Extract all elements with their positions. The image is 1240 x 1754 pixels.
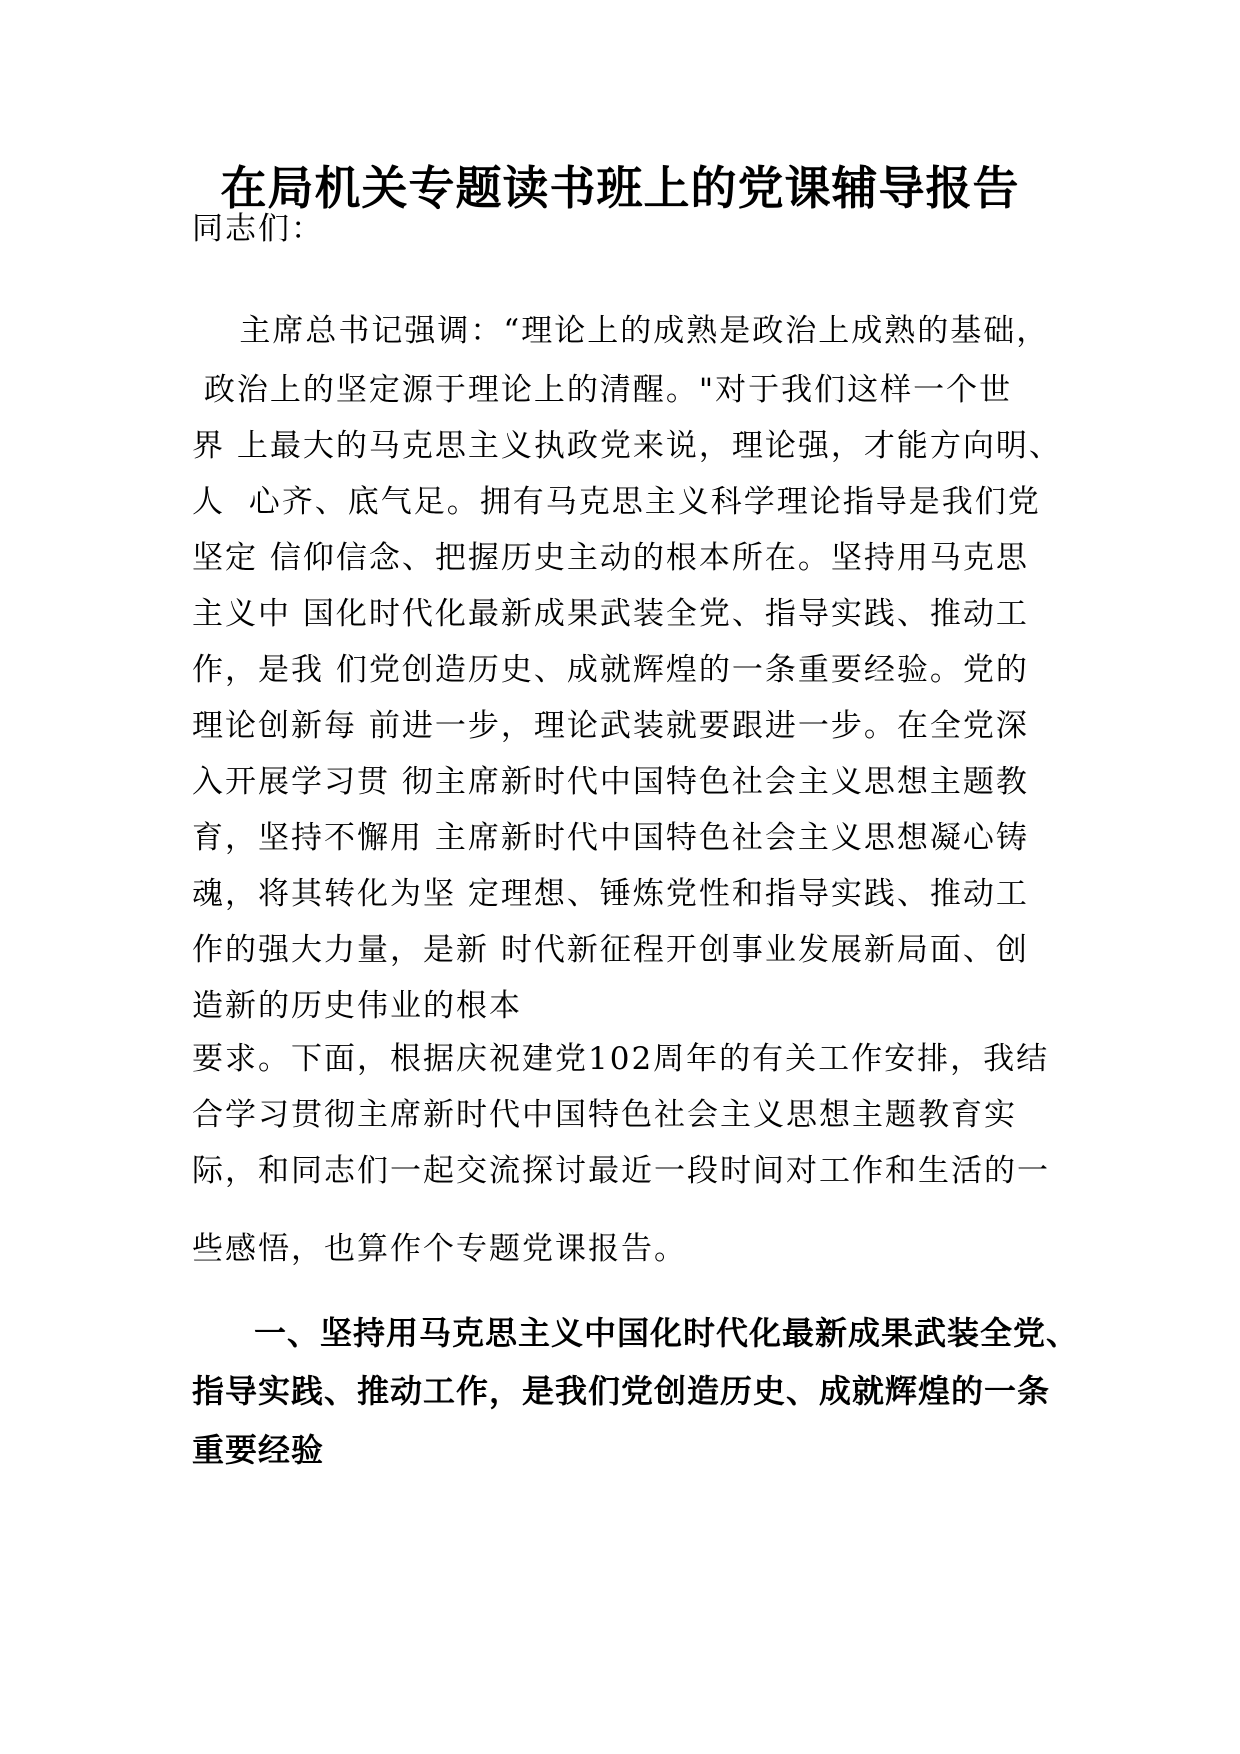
paragraph-line: 际，和同志们一起交流探讨最近一段时间对工作和生活的一 (192, 1153, 1050, 1189)
paragraph-line: 作的强大力量，是新 时代新征程开创事业发展新局面、创 (192, 932, 1029, 968)
paragraph-line: 理论创新每 前进一步，理论武装就要跟进一步。在全党深 (192, 708, 1029, 744)
paragraph-line: 作，是我 们党创造历史、成就辉煌的一条重要经验。党的 (192, 652, 1029, 688)
paragraph-line: 魂，将其转化为坚 定理想、锤炼党性和指导实践、推动工 (192, 876, 1029, 912)
paragraph-line: 入开展学习贯 彻主席新时代中国特色社会主义思想主题教 (192, 764, 1029, 800)
paragraph-line: 主义中 国化时代化最新成果武装全党、指导实践、推动工 (192, 596, 1029, 632)
salutation: 同志们： (192, 211, 324, 247)
section-heading-line: 重要经验 (192, 1431, 325, 1469)
paragraph-line: 坚定 信仰信念、把握历史主动的根本所在。坚持用马克思 (192, 540, 1029, 576)
paragraph-line: 些感悟，也算作个专题党课报告。 (192, 1231, 687, 1267)
paragraph-line: 造新的历史伟业的根本 (192, 988, 522, 1024)
paragraph-line: 人 心齐、底气足。拥有马克思主义科学理论指导是我们党 (192, 484, 1041, 520)
paragraph-line: 政治上的坚定源于理论上的清醒。"对于我们这样一个世 (192, 372, 1013, 408)
paragraph-line: 要求。下面，根据庆祝建党102周年的有关工作安排，我结 (192, 1041, 1050, 1077)
document-title: 在局机关专题读书班上的党课辅导报告 (220, 161, 1020, 215)
paragraph-line: 育，坚持不懈用 主席新时代中国特色社会主义思想凝心铸 (192, 820, 1029, 856)
section-heading-line: 指导实践、推动工作，是我们党创造历史、成就辉煌的一条 (192, 1372, 1051, 1410)
paragraph-line: 主席总书记强调：“理论上的成熟是政治上成熟的基础， (192, 313, 1050, 349)
section-heading-line: 一、坚持用马克思主义中国化时代化最新成果武装全党、 (254, 1314, 1080, 1352)
paragraph-line: 合学习贯彻主席新时代中国特色社会主义思想主题教育实 (192, 1097, 1017, 1133)
paragraph-line: 界 上最大的马克思主义执政党来说，理论强，才能方向明、 (192, 428, 1062, 464)
